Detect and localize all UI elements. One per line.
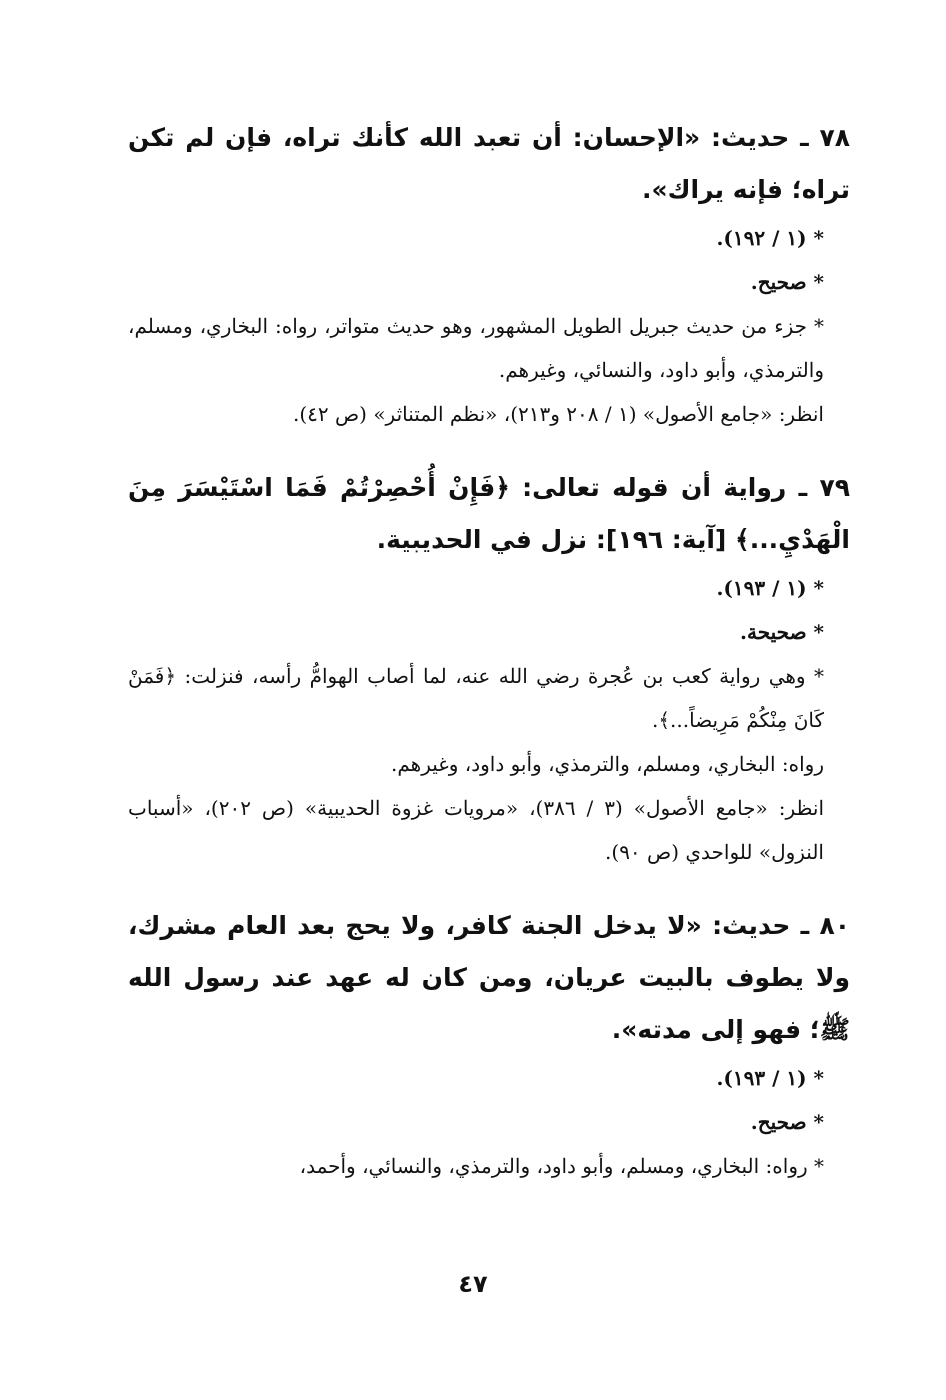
entry-80 <box>128 900 850 1188</box>
entry-79 <box>128 462 850 874</box>
page-number: ٤٧ <box>458 1270 488 1298</box>
grade: * صحيح. <box>750 270 824 294</box>
note: * وهي رواية كعب بن عُجرة رضي الله عنه، لما أصاب الهوامُّ رأسه، فنزلت: ﴿فَمَنْ كَانَ مِنْكُمْ مَرِيضاً...﴾. <box>128 664 824 732</box>
document-page <box>128 112 850 1214</box>
note: انظر: «جامع الأصول» (٣ / ٣٨٦)، «مرويات غزوة الحديبية» (ص ٢٠٢)، «أسباب النزول» للواحدي (ص ٩٠). <box>128 796 825 864</box>
note: * جزء من حديث جبريل الطويل المشهور، وهو حديث متواتر، رواه: البخاري، ومسلم، والترمذي، وأبو داود، والنسائي، وغيرهم. <box>128 314 824 382</box>
note: انظر: «جامع الأصول» (١ / ٢٠٨ و٢١٣)، «نظم المتناثر» (ص ٤٢). <box>292 402 824 426</box>
reference: * (١ / ١٩٢). <box>716 226 824 250</box>
reference: * (١ / ١٩٣). <box>716 1066 824 1090</box>
entry-heading: ٧٩ ـ رواية أن قوله تعالى: ﴿فَإِنْ أُحْصِرْتُمْ فَمَا اسْتَيْسَرَ مِنَ الْهَدْيِ...﴾ [آية: ١٩٦]: نزل في الحديبية. <box>128 473 850 554</box>
entry-heading: ٧٨ ـ حديث: «الإحسان: أن تعبد الله كأنك تراه، فإن لم تكن تراه؛ فإنه يراك». <box>128 123 850 204</box>
grade: * صحيحة. <box>740 620 824 644</box>
note: رواه: البخاري، ومسلم، والترمذي، وأبو داود، وغيرهم. <box>391 752 824 776</box>
reference: * (١ / ١٩٣). <box>716 576 824 600</box>
grade: * صحيح. <box>750 1110 824 1134</box>
entry-heading: ٨٠ ـ حديث: «لا يدخل الجنة كافر، ولا يحج بعد العام مشرك، ولا يطوف بالبيت عريان، ومن كان له عهد عند رسول الله ﷺ؛ فهو إلى مدته». <box>128 911 850 1044</box>
note: * رواه: البخاري، ومسلم، وأبو داود، والترمذي، والنسائي، وأحمد، <box>299 1154 824 1178</box>
entry-78 <box>128 112 850 436</box>
